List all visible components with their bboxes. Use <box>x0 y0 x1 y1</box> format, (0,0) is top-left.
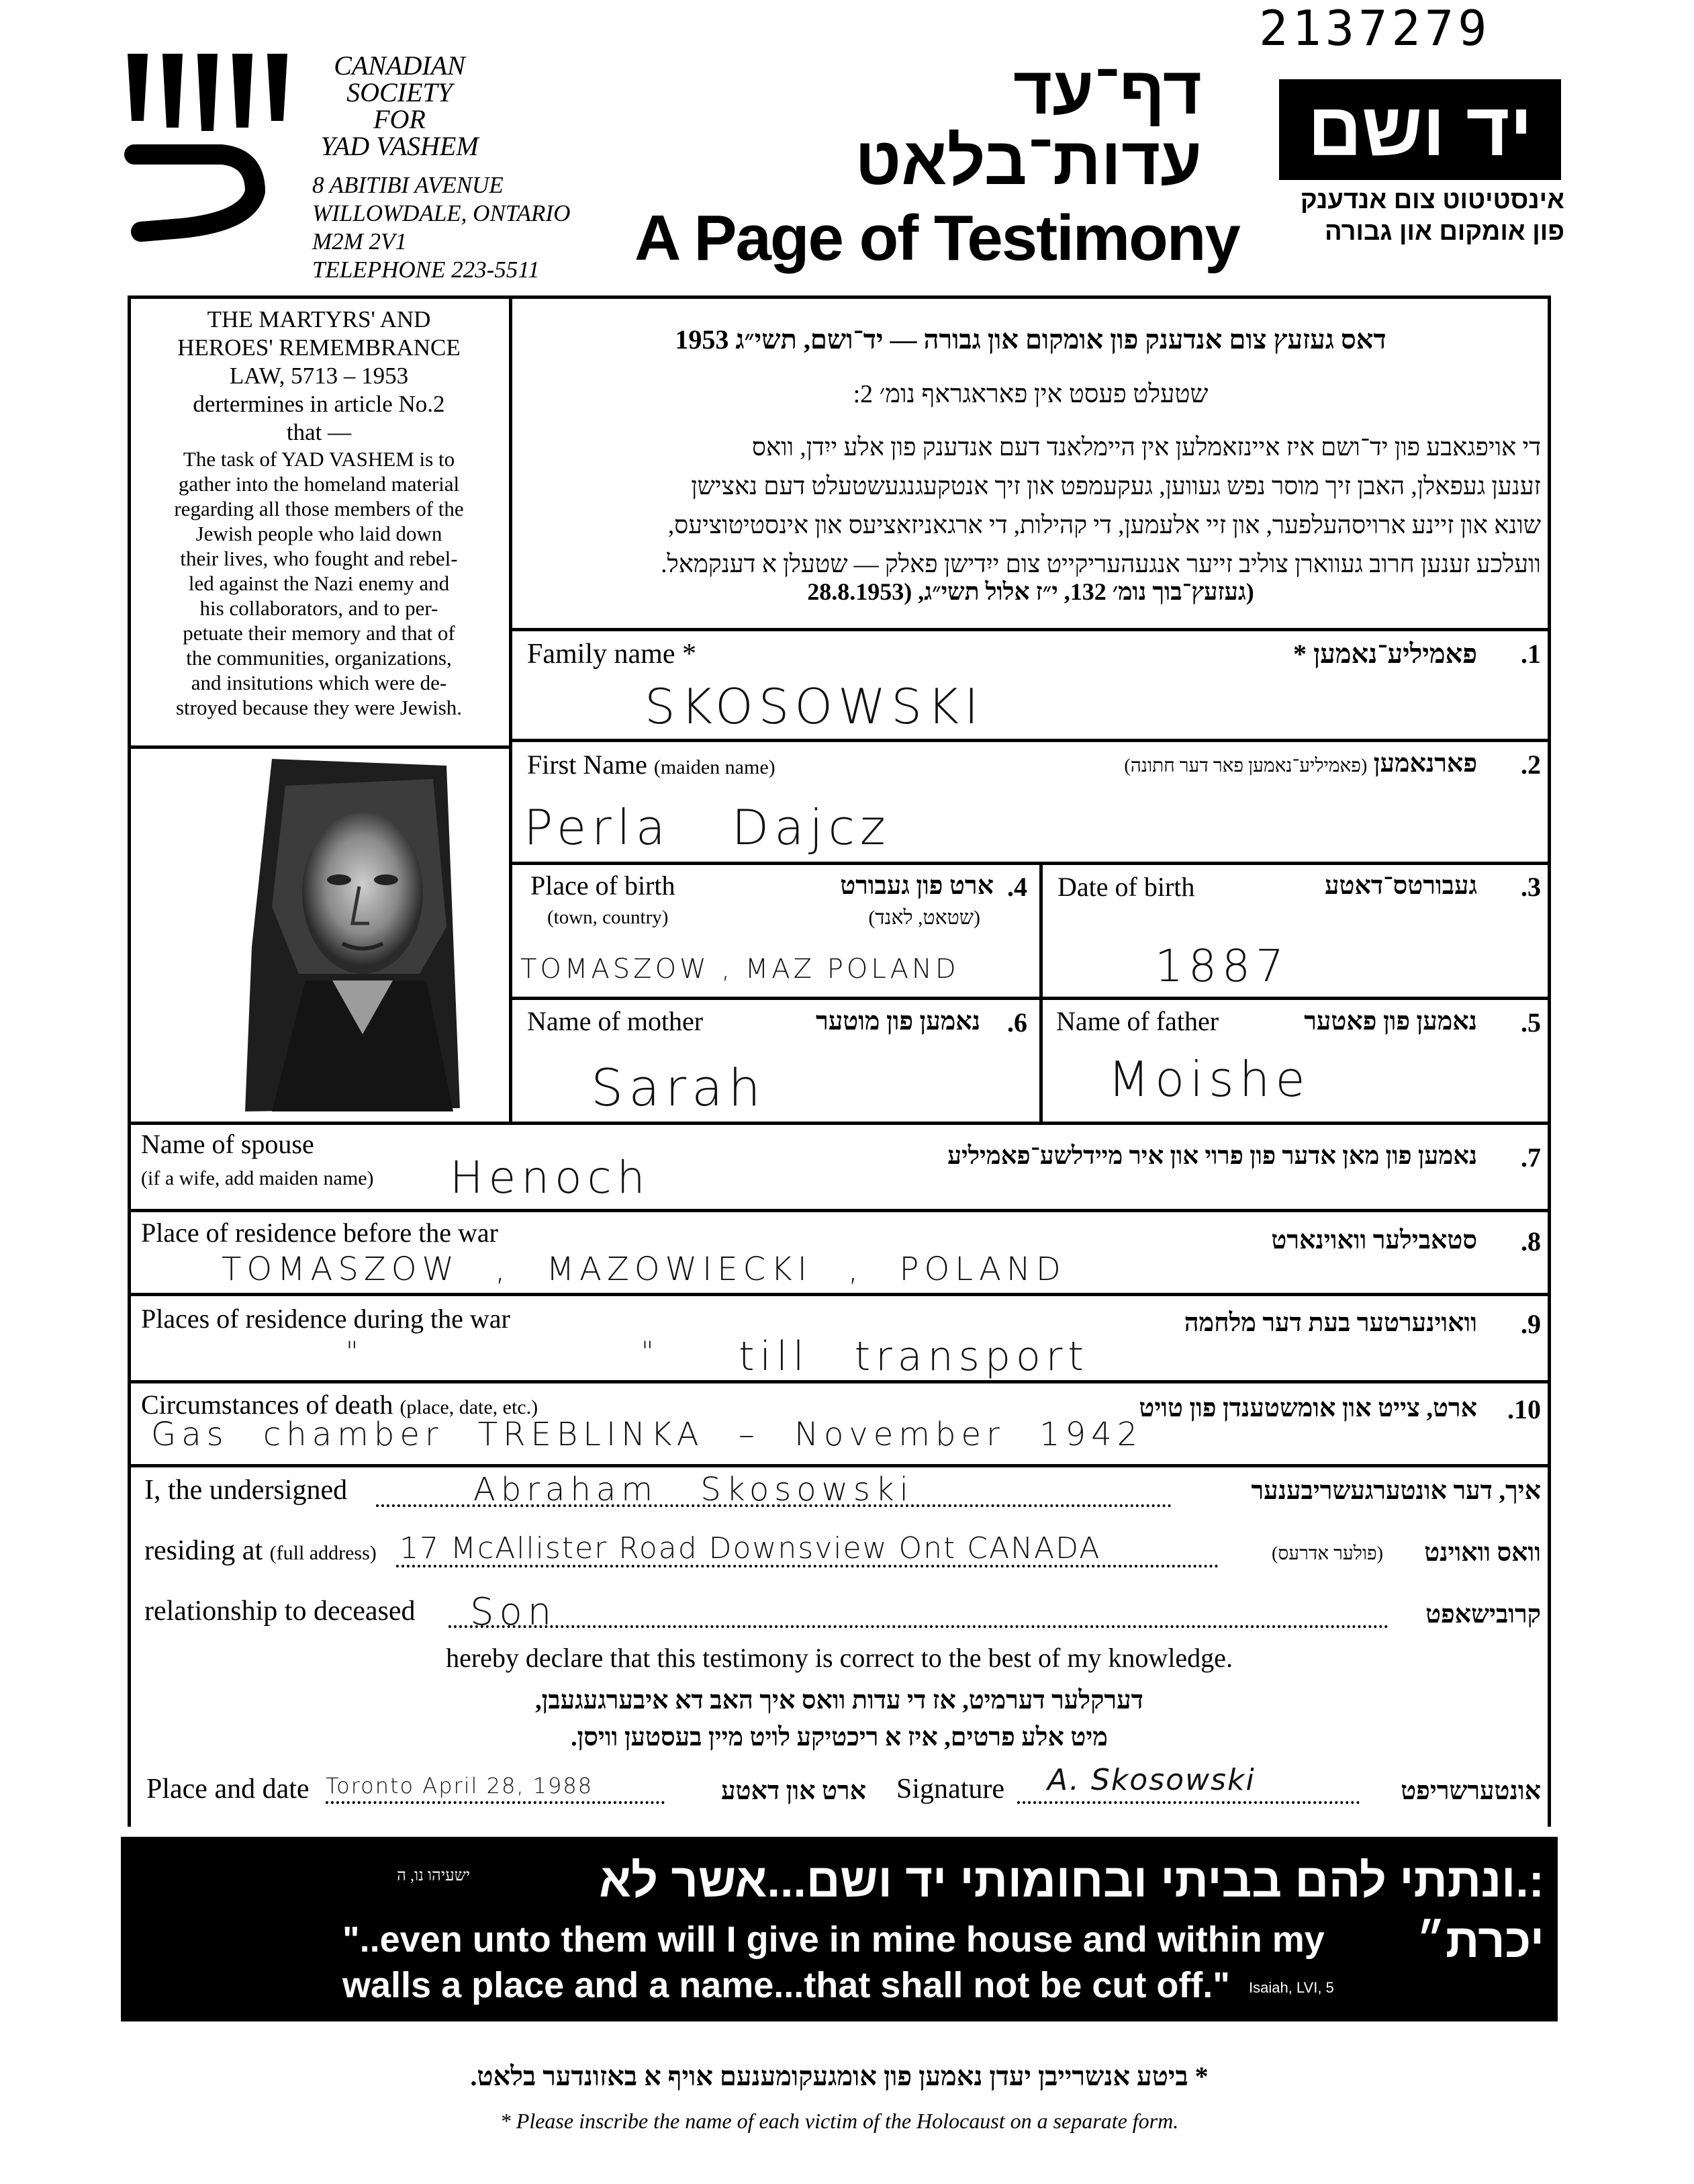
law-body-line: Jewish people who laid down <box>195 522 442 545</box>
death-number: .10 <box>1507 1394 1541 1424</box>
residence-during-ditto-1: " <box>346 1336 364 1367</box>
family-name-number: .1 <box>1521 639 1541 669</box>
residing-value[interactable]: 17 McAllister Road Downsview Ont CANADA <box>399 1531 1101 1565</box>
death-label-yiddish: ארט, צייט און אומשטענדן פון טויט <box>1139 1394 1477 1422</box>
date-of-birth-value[interactable]: 1887 <box>1155 940 1289 992</box>
residence-during-value[interactable]: till transport <box>739 1333 1089 1380</box>
law-body-line: his collaborators, and to per- <box>199 596 438 620</box>
yad-vashem-logo: יד ושם <box>1279 79 1561 180</box>
place-of-birth-note-yiddish: (שטאט, לאנד) <box>868 907 980 929</box>
first-name-label-yiddish-note: (פאמיליע־נאמען פאר דער חתונה) <box>1124 756 1368 776</box>
declaration-yiddish-2: מיט אלע פרטים, איז א ריכטיקע לויט מיין בעסטען וויסן. <box>571 1723 1108 1751</box>
mother-value[interactable]: Sarah <box>591 1058 766 1118</box>
father-label: Name of father <box>1056 1006 1219 1036</box>
society-emblem-icon <box>121 47 302 269</box>
family-name-label-yiddish: פאמיליע־נאמען * <box>1292 639 1477 669</box>
law-yiddish-body-line: די אויפגאבע פון יד־ושם איז איינזאמלען אין היימלאנד דעם אנדענק פון אלע ייִדן, וואס <box>751 434 1541 461</box>
society-address <box>312 171 570 284</box>
relationship-label: relationship to deceased <box>144 1596 416 1627</box>
father-number: .5 <box>1521 1007 1541 1038</box>
date-of-birth-label-yiddish: געבורטס־דאטע <box>1325 872 1477 900</box>
signature-label-yiddish: אונטערשריפט <box>1401 1777 1541 1805</box>
father-value[interactable]: Moishe <box>1108 1051 1311 1107</box>
date-of-birth-number: .3 <box>1521 872 1541 902</box>
victim-photo <box>245 759 467 1115</box>
address-line: M2M 2V1 <box>312 228 407 255</box>
signature-value[interactable]: A. Skosowski <box>1047 1763 1256 1797</box>
law-body-line: gather into the homeland material <box>178 472 460 496</box>
residence-during-label: Places of residence during the war <box>141 1304 510 1334</box>
scripture-banner <box>121 1837 1558 2021</box>
law-gazette: (געזעץ־בוך נומ׳ 132, י״ז אלול תשי״ג, (28.8.1953 <box>807 578 1254 605</box>
title-yiddish-2: עדות־בלאט <box>855 124 1202 199</box>
law-body-line: regarding all those members of the <box>174 497 464 520</box>
undersigned-value[interactable]: Abraham Skosowski <box>473 1471 914 1508</box>
residing-label-yiddish: וואס וואוינט <box>1424 1539 1541 1567</box>
society-line: YAD VASHEM <box>320 131 479 161</box>
residing-label-text: residing at <box>144 1535 263 1566</box>
law-heading-line: THE MARTYRS' AND <box>207 306 431 332</box>
first-name-label-text: First Name <box>527 749 647 780</box>
undersigned-label: I, the undersigned <box>144 1475 348 1506</box>
law-yiddish-line-2: שטעלט פעסט אין פאראגראף נומ׳ 2: <box>853 380 1209 408</box>
footer-yiddish: * ביטע אנשרייבן יעדן נאמען פון אומגעקומענעם אויף א באזונדער בלאט. <box>470 2061 1209 2091</box>
law-heading-line: HEROES' REMEMBRANCE <box>177 334 461 361</box>
spouse-value[interactable]: Henoch <box>450 1152 651 1203</box>
first-name-label <box>527 749 775 780</box>
law-heading-line: dertermines in article No.2 <box>193 391 445 417</box>
society-line: CANADIAN <box>334 50 465 81</box>
residence-during-label-yiddish: וואוינערטער בעת דער מלחמה <box>1184 1309 1477 1337</box>
banner-hebrew-quote: :.ונתתי להם בביתי ובחומותי יד ושם...אשר לא יכרת״ <box>599 1854 1544 1967</box>
residence-before-number: .8 <box>1521 1226 1541 1257</box>
banner-english-reference: Isaiah, LVI, 5 <box>1249 1979 1334 1996</box>
law-body-line: led against the Nazi enemy and <box>188 572 450 595</box>
address-line: 8 ABITIBI AVENUE <box>312 172 504 198</box>
address-line: WILLOWDALE, ONTARIO <box>312 200 571 226</box>
residing-note-yiddish: (פולער אדרעס) <box>1272 1543 1383 1564</box>
law-yiddish-body-line: שונא און זיינע ארויסהעלפער, און זיי אלעמען, די קהילות, די ארגאניזאציעס און אינסטיטוציעס, <box>667 512 1541 539</box>
law-yiddish-body <box>524 428 1541 584</box>
mother-number: .6 <box>1007 1007 1027 1038</box>
first-name-label-yiddish-text: פארנאמען <box>1373 749 1477 778</box>
law-yiddish-line-1: דאס געזעץ צום אנדענק פון אומקום און גבורה — יד־ושם, תשי״ג 1953 <box>675 324 1386 355</box>
first-name-label-yiddish <box>873 749 1477 778</box>
declaration-english: hereby declare that this testimony is correct to the best of my knowledge. <box>446 1643 1233 1673</box>
law-body-line: The task of YAD VASHEM is to <box>183 447 455 471</box>
title-yiddish-1: דף־עד <box>1013 53 1202 128</box>
residence-before-value[interactable]: TOMASZOW , MAZOWIECKI , POLAND <box>222 1250 1066 1288</box>
law-body-line: and insitutions which were de- <box>191 671 447 694</box>
relationship-label-yiddish: קרובישאפט <box>1425 1600 1541 1629</box>
death-label-text: Circumstances of death <box>141 1390 393 1420</box>
place-date-label-yiddish: ארט און דאטע <box>721 1777 866 1805</box>
place-date-value[interactable]: Toronto April 28, 1988 <box>326 1773 594 1799</box>
mother-label: Name of mother <box>527 1006 704 1036</box>
society-line: FOR <box>373 104 426 134</box>
residence-before-label: Place of residence before the war <box>141 1218 498 1248</box>
death-label-note: (place, date, etc.) <box>399 1396 538 1418</box>
law-body-line: the communities, organizations, <box>186 646 452 670</box>
spouse-label-yiddish: נאמען פון מאן אדער פון פרוי און איר מיידלשע־פאמיליע <box>947 1142 1477 1170</box>
banner-english-line-1: "..even unto them will I give in mine house and within my <box>342 1919 1325 1960</box>
footer-english: * Please inscribe the name of each victim of the Holocaust on a separate form. <box>500 2109 1179 2133</box>
place-date-label: Place and date <box>146 1774 310 1805</box>
residence-during-ditto-2: " <box>641 1336 659 1367</box>
institute-line-1: אינסטיטוט צום אנדענק <box>1300 186 1564 214</box>
undersigned-label-yiddish: איך, דער אונטערגעשריבענער <box>1251 1477 1541 1505</box>
family-name-value[interactable]: SKOSOWSKI <box>645 678 984 735</box>
father-label-yiddish: נאמען פון פאטער <box>1304 1007 1477 1036</box>
residence-before-label-yiddish: סטאבילער וואוינארט <box>1271 1226 1477 1255</box>
place-of-birth-label: Place of birth <box>530 870 675 901</box>
spouse-label-note: (if a wife, add maiden name) <box>141 1167 374 1189</box>
spouse-number: .7 <box>1521 1142 1541 1173</box>
banner-english-line-2: walls a place and a name...that shall not be cut off." <box>342 1965 1230 2005</box>
society-line: SOCIETY <box>346 77 453 107</box>
residence-during-number: .9 <box>1521 1309 1541 1339</box>
law-heading-line: LAW, 5713 – 1953 <box>229 363 409 389</box>
institute-line-2: פון אומקום און גבורה <box>1325 218 1564 246</box>
law-heading-line: that — <box>286 419 352 445</box>
society-name <box>316 52 483 160</box>
law-body-line: stroyed because they were Jewish. <box>175 696 463 719</box>
date-of-birth-label: Date of birth <box>1057 872 1195 902</box>
banner-hebrew-reference: ישעיהו נו, ה <box>397 1867 470 1884</box>
place-of-birth-label-yiddish: ארט פון געבורט <box>840 872 994 900</box>
declaration-yiddish-1: דערקלער דערמיט, אז די עדות וואס איך האב דא איבערגעגעבן, <box>535 1686 1143 1715</box>
address-line: TELEPHONE 223-5511 <box>312 257 540 283</box>
death-value[interactable]: Gas chamber TREBLINKA – November 1942 <box>151 1416 1143 1453</box>
family-name-label: Family name * <box>527 639 696 670</box>
relationship-value[interactable]: Son <box>470 1590 557 1634</box>
document-number: 2137279 <box>1259 0 1491 56</box>
law-yiddish-body-line: זענען געפאלן, האבן זיך מוסר נפש געווען, געקעמפט און זיך אנטקעגנגעשטעלט דעם נאצישן <box>691 473 1541 500</box>
signature-label: Signature <box>896 1774 1004 1805</box>
residing-label <box>144 1535 377 1567</box>
law-body-line: their lives, who fought and rebel- <box>180 547 458 570</box>
first-name-label-note: (maiden name) <box>653 756 775 778</box>
place-of-birth-note: (town, country) <box>547 907 669 928</box>
place-of-birth-number: .4 <box>1007 872 1027 902</box>
residing-label-note: (full address) <box>269 1542 377 1564</box>
law-yiddish-body-line: וועלכע זענען חרוב געווארן צוליב זייער אנגעהעריקייט צום ייִדישן פאלק — שטעלן א דענקמאל. <box>661 551 1541 578</box>
first-name-value[interactable]: Perla Dajcz <box>524 799 891 856</box>
first-name-number: .2 <box>1521 749 1541 780</box>
place-of-birth-value[interactable]: TOMASZOW , MAZ POLAND <box>520 954 959 985</box>
page-title: A Page of Testimony <box>634 202 1239 274</box>
mother-label-yiddish: נאמען פון מוטער <box>816 1007 980 1036</box>
law-box <box>134 306 504 720</box>
law-body-line: petuate their memory and that of <box>183 621 455 645</box>
spouse-label: Name of spouse <box>141 1129 314 1159</box>
